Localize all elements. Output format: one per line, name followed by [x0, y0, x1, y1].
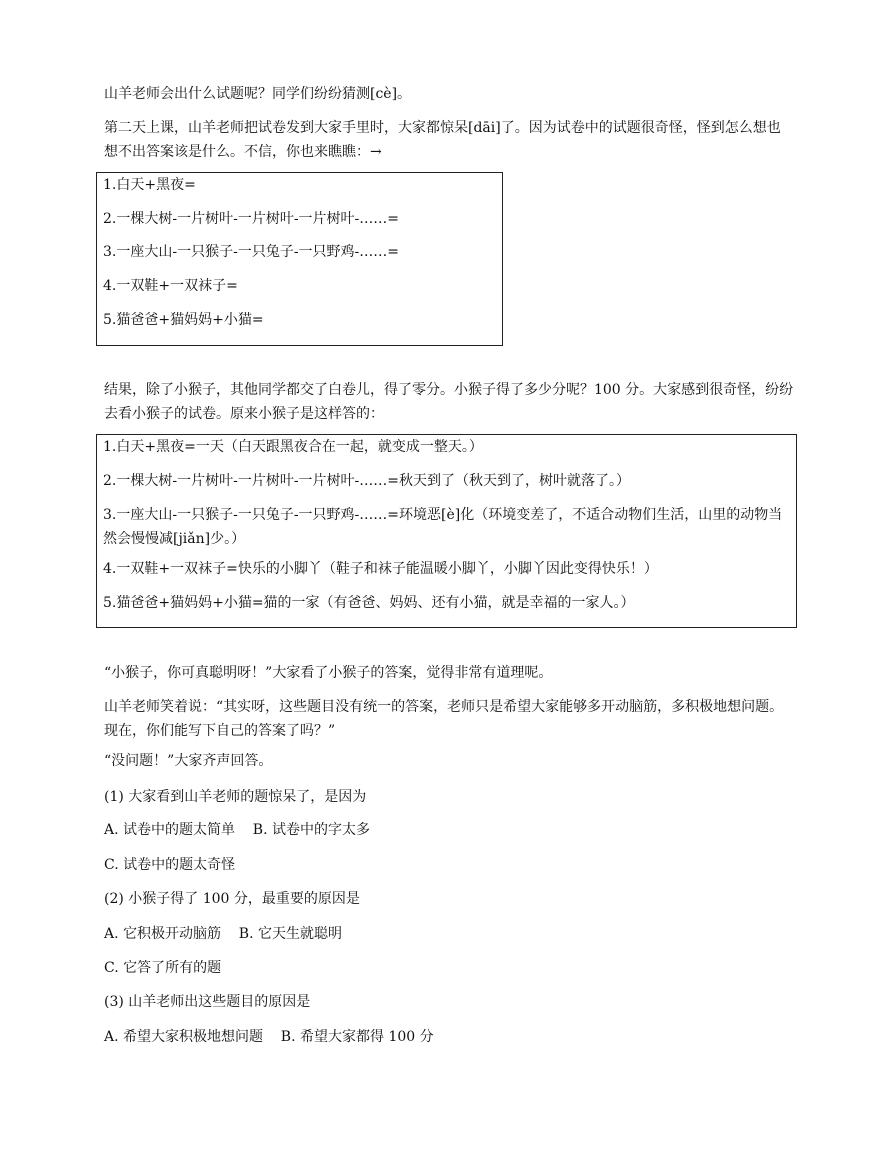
story-paragraph-2: 山羊老师笑着说：“其实呀，这些题目没有统一的答案，老师只是希望大家能够多开动脑筋，多积极地想问题。现在，你们能写下自己的答案了吗？” [104, 699, 784, 739]
quiz-question-2: (2) 小猴子得了 100 分，最重要的原因是 [104, 891, 360, 907]
quiz-question-3: (3) 山羊老师出这些题目的原因是 [104, 994, 311, 1010]
question-item: 4.一双鞋+一双袜子= [103, 278, 238, 294]
quiz-question-1: (1) 大家看到山羊老师的题惊呆了，是因为 [104, 789, 367, 805]
answers-box [96, 434, 797, 628]
questions-box [96, 172, 503, 346]
question-item: 3.一座大山-一只猴子-一只兔子-一只野鸡-……= [103, 244, 400, 260]
answer-item: 4.一双鞋+一双袜子=快乐的小脚丫（鞋子和袜子能温暖小脚丫，小脚丫因此变得快乐！） [103, 561, 658, 577]
answer-item: 3.一座大山-一只猴子-一只兔子-一只野鸡-……=环境恶[è]化（环境变差了，不适合动物们生活，山里的动物当然会慢慢减[jiǎn]少。） [103, 507, 783, 547]
quiz-question-2-options-ab: A. 它积极开动脑筋 B. 它天生就聪明 [104, 926, 342, 942]
result-paragraph: 结果，除了小猴子，其他同学都交了白卷儿，得了零分。小猴子得了多少分呢？100 分。大家感到很奇怪，纷纷去看小猴子的试卷。原来小猴子是这样答的： [104, 382, 794, 422]
quiz-question-3-options-ab: A. 希望大家积极地想问题 B. 希望大家都得 100 分 [104, 1029, 434, 1045]
question-item: 5.猫爸爸+猫妈妈+小猫= [103, 312, 264, 328]
quiz-question-1-options-ab: A. 试卷中的题太简单 B. 试卷中的字太多 [104, 822, 370, 838]
quiz-question-2-option-c: C. 它答了所有的题 [104, 960, 222, 976]
question-item: 2.一棵大树-一片树叶-一片树叶-一片树叶-……= [103, 211, 400, 227]
story-paragraph-3: “没问题！”大家齐声回答。 [104, 753, 273, 769]
answer-item: 1.白天+黑夜=一天（白天跟黑夜合在一起，就变成一整天。） [103, 439, 483, 455]
intro-paragraph-2: 第二天上课，山羊老师把试卷发到大家手里时，大家都惊呆[dāi]了。因为试卷中的试题很奇怪，怪到怎么想也想不出答案该是什么。不信，你也来瞧瞧：→ [104, 120, 781, 160]
intro-paragraph-1: 山羊老师会出什么试题呢？同学们纷纷猜测[cè]。 [104, 86, 412, 102]
answer-item: 5.猫爸爸+猫妈妈+小猫=猫的一家（有爸爸、妈妈、还有小猫，就是幸福的一家人。） [103, 595, 635, 611]
answer-item: 2.一棵大树-一片树叶-一片树叶-一片树叶-……=秋天到了（秋天到了，树叶就落了。） [103, 473, 631, 489]
story-paragraph-1: “小猴子，你可真聪明呀！”大家看了小猴子的答案，觉得非常有道理呢。 [104, 665, 553, 681]
question-item: 1.白天+黑夜= [103, 177, 196, 193]
quiz-question-1-option-c: C. 试卷中的题太奇怪 [104, 857, 236, 873]
